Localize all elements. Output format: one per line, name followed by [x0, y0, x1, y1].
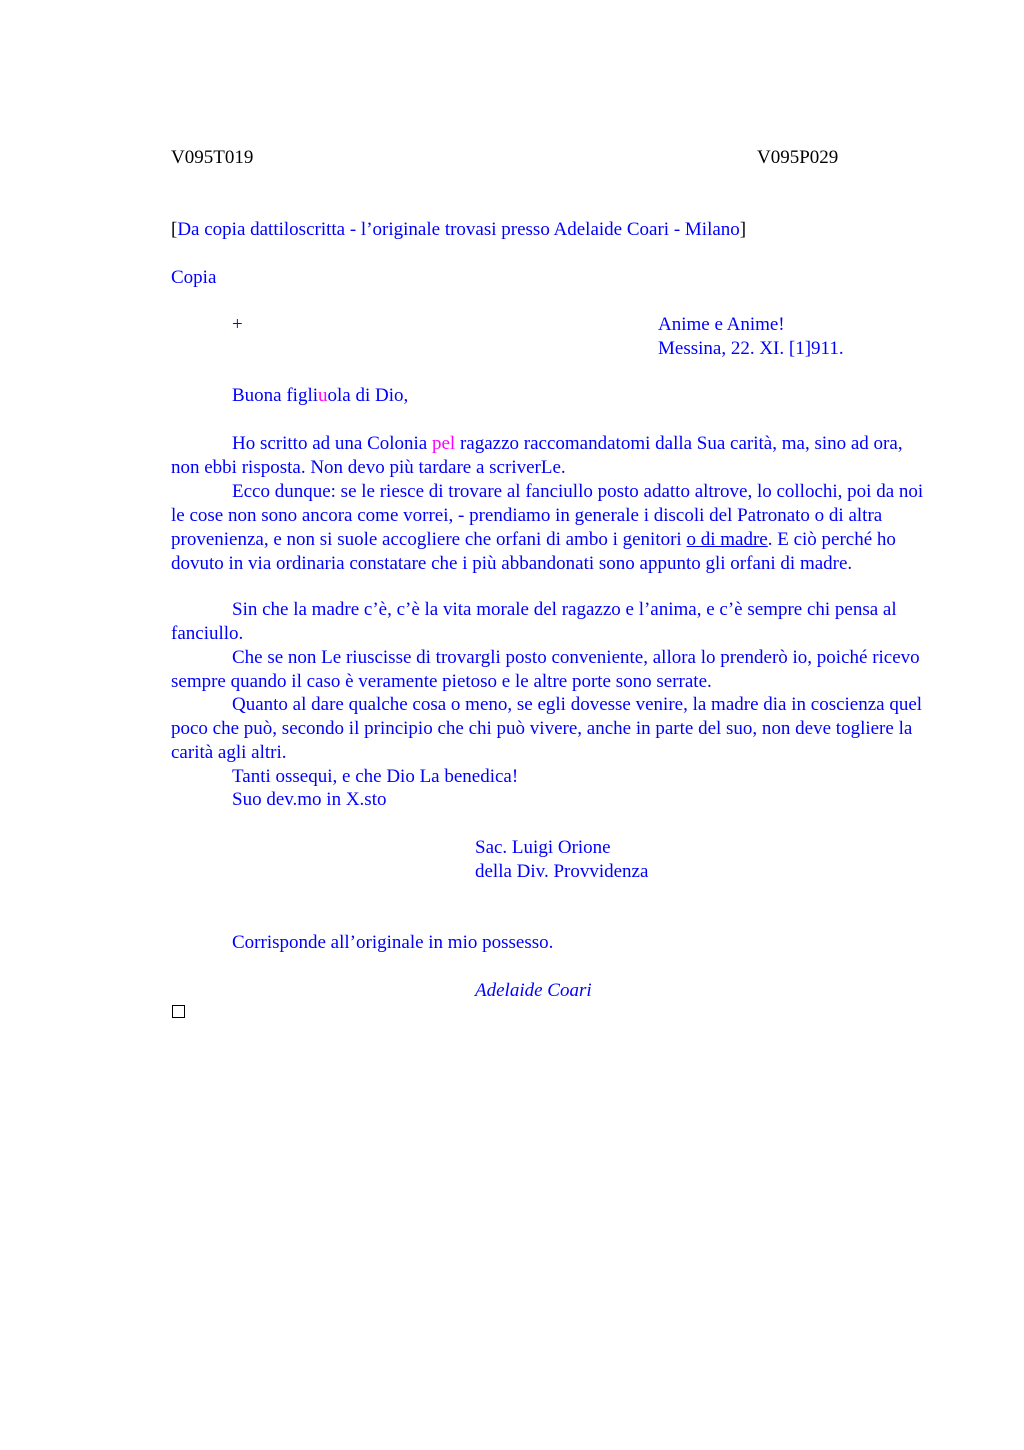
attestation-signer: Adelaide Coari	[475, 980, 592, 1001]
place-date: Messina, 22. XI. [1]911.	[658, 338, 844, 359]
body-paragraph-3: Sin che la madre c’è, c’è la vita morale del ragazzo e l’anima, e c’è sempre chi pensa al fanciullo.	[171, 599, 897, 644]
source-note-close-bracket: ]	[739, 219, 747, 240]
signature-title: della Div. Provvidenza	[475, 861, 649, 882]
document-code-left: V095T019	[171, 147, 254, 168]
attestation: Corrisponde all’originale in mio possesso.	[232, 932, 554, 953]
p2-text-end: . E ciò perché ho dovuto in via ordinaria constatare che i più abbandonati sono appunto gli orfani di madre.	[171, 529, 896, 574]
salutation-part-2: ola di Dio,	[327, 385, 409, 406]
document-code-right: V095P029	[757, 147, 839, 168]
end-square-icon	[172, 1005, 185, 1018]
cross-symbol: +	[232, 314, 243, 335]
salutation-highlight: u	[318, 385, 328, 406]
copy-label: Copia	[171, 267, 217, 288]
source-note-open-bracket: [	[171, 219, 178, 240]
source-note	[171, 218, 746, 242]
signature-name: Sac. Luigi Orione	[475, 837, 611, 858]
body-paragraph-1	[171, 432, 929, 480]
source-note-text: Da copia dattiloscritta - l’originale trovasi presso Adelaide Coari - Milano	[177, 219, 740, 240]
body-paragraph-2	[171, 480, 929, 576]
body-paragraph-4: Che se non Le riuscisse di trovargli posto conveniente, allora lo prenderò io, poiché ricevo sempre quando il caso è veramente pietoso e le altre porte sono serrate.	[171, 647, 920, 692]
salutation-part-1: Buona figli	[232, 385, 319, 406]
body-paragraph-5: Quanto al dare qualche cosa o meno, se egli dovesse venire, la madre dia in coscienza quel poco che può, secondo il principio che chi può vivere, anche in parte del suo, non deve togliere la carità agli altri.	[171, 694, 923, 763]
p1-text-start: Ho scritto ad una Colonia	[232, 433, 432, 454]
motto: Anime e Anime!	[658, 314, 785, 335]
body-paragraph-7: Suo dev.mo in X.sto	[232, 789, 387, 810]
p1-text-end: ragazzo raccomandatomi dalla Sua carità, ma, sino ad ora, non ebbi risposta. Non devo più tardare a scriverLe.	[171, 433, 903, 478]
p2-underlined: o di madre	[686, 529, 768, 550]
p1-highlight: pel	[432, 433, 456, 454]
body-paragraph-6: Tanti ossequi, e che Dio La benedica!	[232, 766, 519, 787]
salutation	[232, 384, 408, 408]
p2-text-start: Ecco dunque: se le riesce di trovare al fanciullo posto adatto altrove, lo collochi, poi da noi le cose non sono ancora come vorrei, - prendiamo in generale i discoli del Patronato o di altra provenienza, e non si suole accogliere che orfani di ambo i genitori	[171, 481, 924, 550]
